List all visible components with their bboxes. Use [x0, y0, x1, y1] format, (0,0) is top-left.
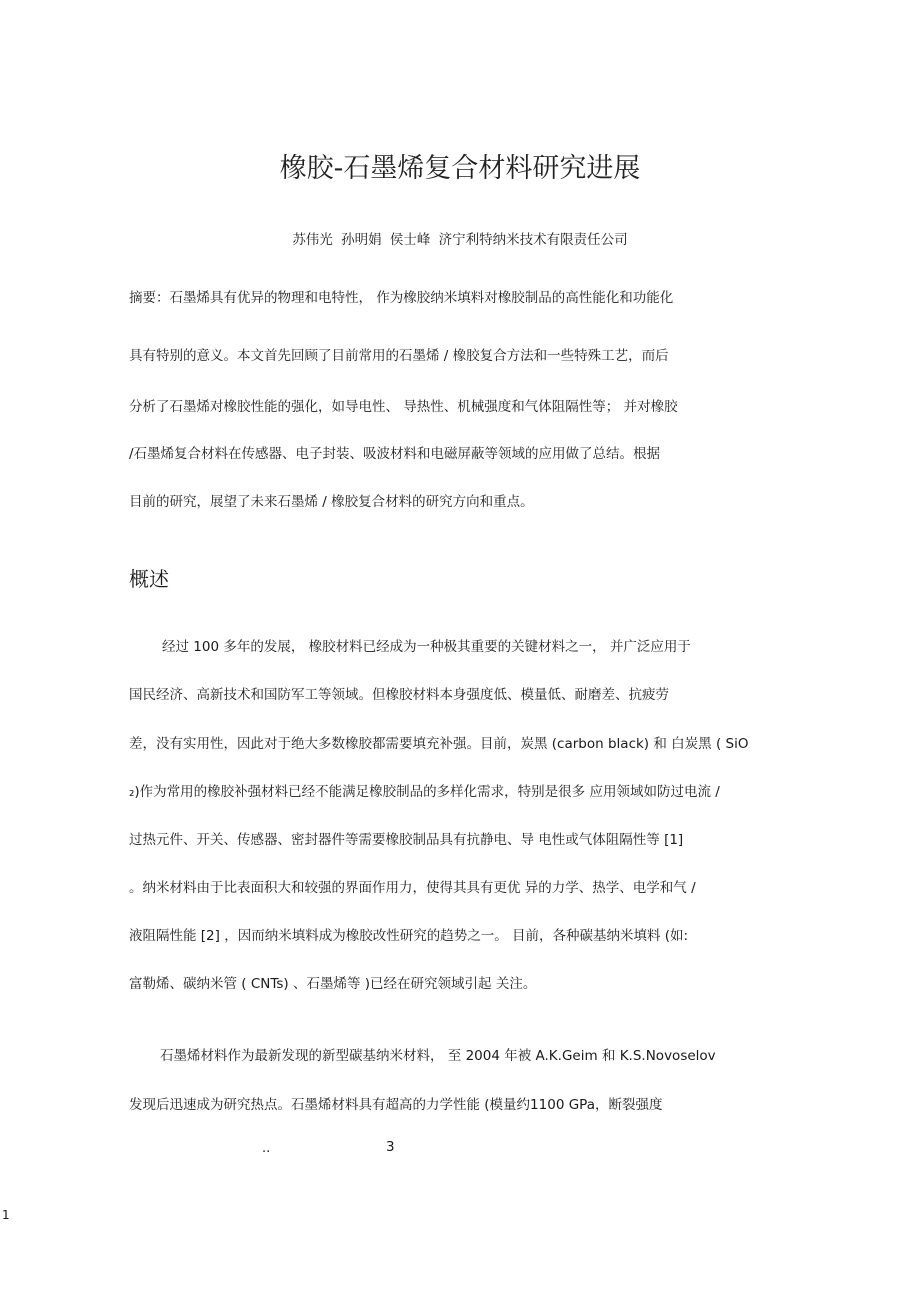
page-number: 3 [386, 1139, 395, 1155]
body-line: 液阻隔性能 [2] ，因而纳米填料成为橡胶改性研究的趋势之一。 目前，各种碳基纳米填料 (如: [129, 928, 689, 944]
abstract-line: 具有特别的意义。本文首先回顾了目前常用的石墨烯 / 橡胶复合方法和一些特殊工艺，而后 [129, 348, 669, 364]
author-line: 苏伟光 孙明娟 侯士峰 济宁利特纳米技术有限责任公司 [292, 232, 628, 248]
section-heading: 概述 [129, 567, 169, 591]
document-title: 橡胶-石墨烯复合材料研究进展 [279, 153, 641, 184]
body-line: 差，没有实用性，因此对于绝大多数橡胶都需要填充补强。目前，炭黑 (carbon black) 和 白炭黑 ( SiO [129, 736, 749, 752]
body-line: 过热元件、开关、传感器、密封器件等需要橡胶制品具有抗静电、导 电性或气体阻隔性等 [1] [129, 832, 684, 848]
body-line: 石墨烯材料作为最新发现的新型碳基纳米材料， 至 2004 年被 A.K.Geim 和 K.S.Novoselov [160, 1048, 716, 1064]
body-line: 。纳米材料由于比表面积大和较强的界面作用力，使得其具有更优 异的力学、热学、电学和气 / [129, 880, 696, 896]
body-line: ₂)作为常用的橡胶补强材料已经不能满足橡胶制品的多样化需求，特别是很多 应用领域如防过电流 / [129, 784, 720, 800]
body-line: 经过 100 多年的发展， 橡胶材料已经成为一种极其重要的关键材料之一， 并广泛应用于 [162, 639, 691, 655]
abstract-line: /石墨烯复合材料在传感器、电子封装、吸波材料和电磁屏蔽等领域的应用做了总结。根据 [129, 446, 661, 462]
body-line: 发现后迅速成为研究热点。石墨烯材料具有超高的力学性能 (模量约1100 GPa，断裂强度 [129, 1097, 663, 1113]
abstract-line: 摘要：石墨烯具有优异的物理和电特性， 作为橡胶纳米填料对橡胶制品的高性能化和功能化 [129, 290, 674, 306]
body-line: 富勒烯、碳纳米管 ( CNTs) 、石墨烯等 )已经在研究领域引起 关注。 [129, 976, 537, 992]
footer-marks: .. [262, 1141, 271, 1156]
body-line: 国民经济、高新技术和国防军工等领域。但橡胶材料本身强度低、模量低、耐磨差、抗疲劳 [129, 687, 669, 703]
abstract-line: 目前的研究，展望了未来石墨烯 / 橡胶复合材料的研究方向和重点。 [129, 494, 534, 510]
abstract-line: 分析了石墨烯对橡胶性能的强化，如导电性、 导热性、机械强度和气体阻隔性等； 并对橡胶 [129, 399, 678, 415]
margin-number: 1 [2, 1208, 10, 1222]
